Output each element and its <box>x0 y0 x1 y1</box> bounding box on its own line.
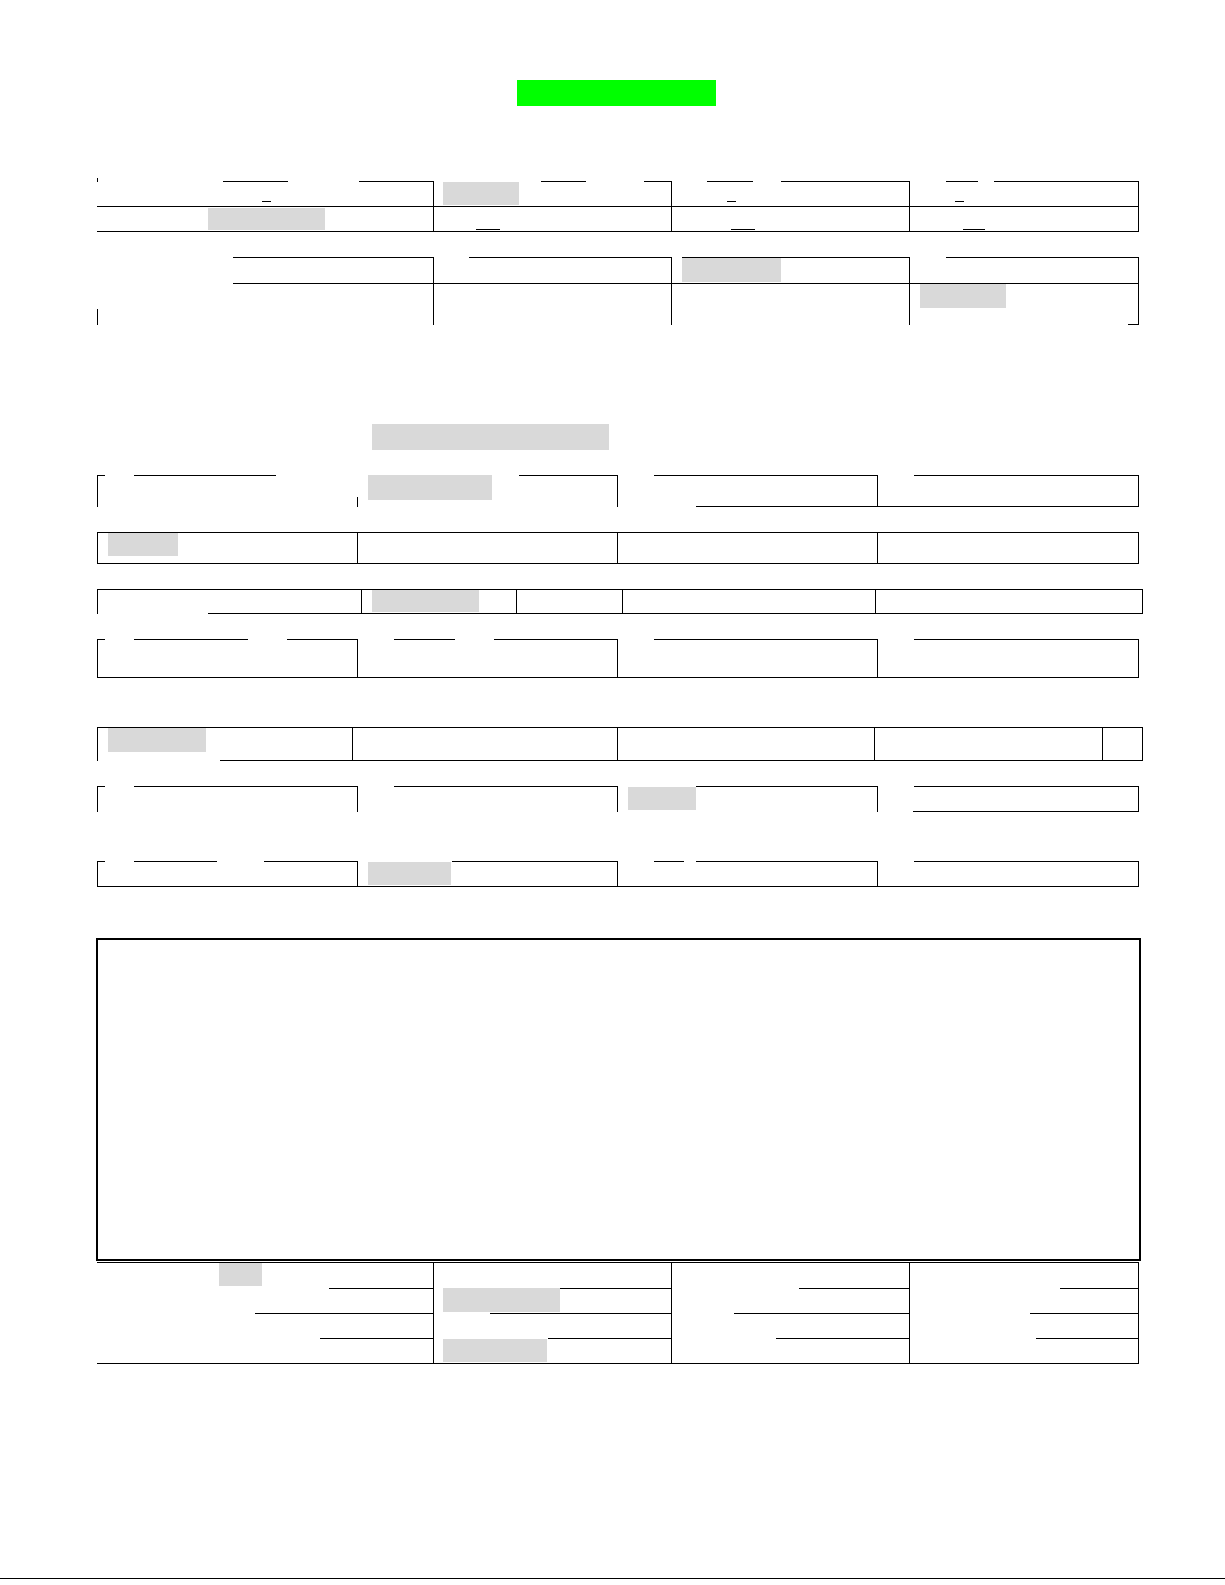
field-highlight[interactable] <box>682 258 781 282</box>
field-highlight[interactable] <box>108 728 206 752</box>
field-highlight[interactable] <box>372 590 479 612</box>
field-highlight[interactable] <box>443 1288 560 1312</box>
narrative-box[interactable] <box>96 938 1141 1261</box>
field-highlight[interactable] <box>368 862 451 885</box>
field-highlight[interactable] <box>368 475 492 500</box>
section-heading-highlight <box>372 424 609 450</box>
field-highlight[interactable] <box>443 182 519 205</box>
form-title-highlight <box>517 80 716 106</box>
field-highlight[interactable] <box>108 533 178 556</box>
page-bottom-rule <box>0 1578 1225 1579</box>
field-highlight[interactable] <box>208 208 325 230</box>
field-highlight[interactable] <box>219 1263 262 1286</box>
field-highlight[interactable] <box>920 284 1006 308</box>
field-highlight[interactable] <box>628 787 696 810</box>
field-highlight[interactable] <box>443 1339 547 1362</box>
field-row[interactable] <box>97 532 1139 564</box>
